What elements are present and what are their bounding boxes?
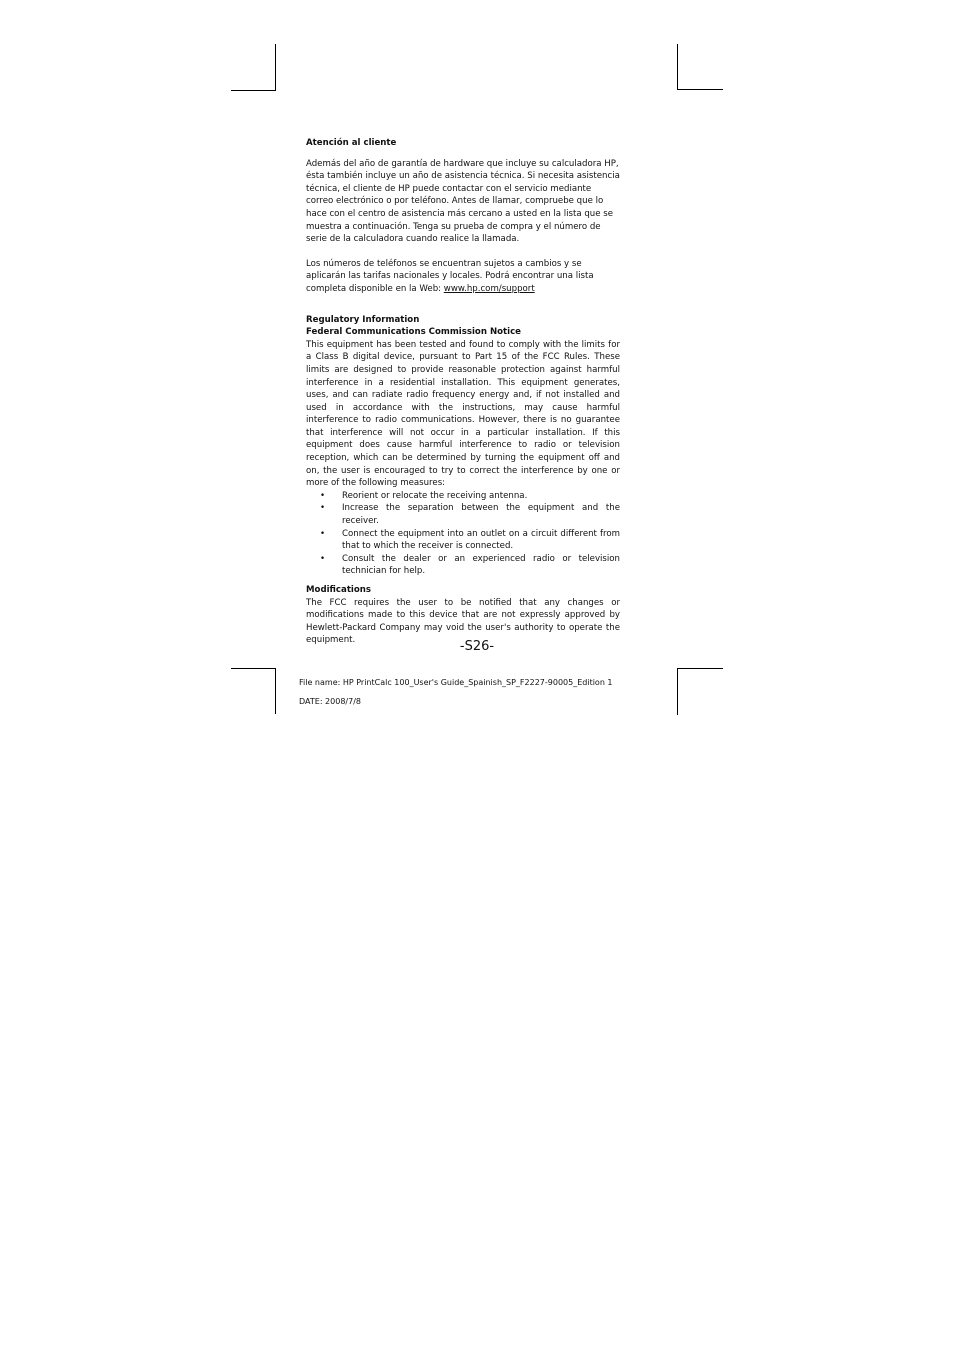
crop-mark-bottom-right-vertical [677,668,678,715]
customer-service-heading: Atención al cliente [306,138,397,148]
customer-service-paragraph-2 [306,258,620,296]
modifications-paragraph: The FCC requires the user to be notified that any changes or modifications made to this device that are not expressly approved by Hewlett-Packard Company may void the user's authority to operate the equipment. [306,597,620,646]
bullet-symbol: • [320,528,326,539]
crop-mark-bottom-left-vertical [275,668,276,714]
fcc-notice-heading: Federal Communications Commission Notice [306,327,522,338]
bullet-symbol: • [320,503,326,514]
crop-mark-top-right-horizontal [677,89,723,90]
page-content [306,137,620,647]
list-item [306,528,620,553]
crop-mark-top-left-horizontal [231,90,276,91]
fcc-notice-paragraph: This equipment has been tested and found to comply with the limits for a Class B digital device, pursuant to Part 15 of the FCC Rules. These limits are designed to provide reasonable protection against harmful interference in a residential installation. This equipment generates, uses, and can radiate radio frequency energy and, if not installed and used in accordance with the instructions, may cause harmful interference to radio communications. However, there is no guarantee that interference will not occur in a particular installation. If this equipment does cause harmful interference to radio or television reception, which can be determined by turning the equipment off and on, the user is encouraged to try to correct the interference by one or more of the following measures: [306,339,620,489]
customer-service-paragraph-1: Además del año de garantía de hardware que incluye su calculadora HP, ésta también incluye un año de asistencia técnica. Si necesita asistencia técnica, el cliente de HP puede contactar con el servicio mediante correo electrónico o por teléfono. Antes de llamar, compruebe que lo hace con el centro de asistencia más cercano a usted en la lista que se muestra a continuación. Tenga su prueba de compra y el número de serie de la calculadora cuando realice la llamada. [306,158,620,245]
measure-text: Reorient or relocate the receiving antenna. [342,490,528,501]
bullet-symbol: • [320,490,326,501]
hp-support-link[interactable]: www.hp.com/support [443,283,535,294]
list-item [306,490,620,503]
measure-text: Connect the equipment into an outlet on a circuit different from that to which the receiver is connected. [342,528,620,552]
footer-date: DATE: 2008/7/8 [299,697,361,706]
list-item [306,553,620,578]
customer-service-paragraph-2-text: Los números de teléfonos se encuentran sujetos a cambios y se aplicarán las tarifas nacionales y locales. Podrá encontrar una lista completa disponible en la Web: [306,258,594,294]
footer-file-name: File name: HP PrintCalc 100_User's Guide_Spainish_SP_F2227-90005_Edition 1 [299,678,613,687]
page-number: -S26- [459,639,495,654]
list-item [306,502,620,527]
fcc-measures-list [306,490,620,578]
measure-text: Increase the separation between the equipment and the receiver. [342,503,620,527]
crop-mark-bottom-left-horizontal [231,668,276,669]
bullet-symbol: • [320,553,326,564]
crop-mark-top-right-vertical [677,44,678,90]
regulatory-heading: Regulatory Information [306,314,420,325]
crop-mark-bottom-right-horizontal [677,668,723,669]
measure-text: Consult the dealer or an experienced radio or television technician for help. [342,553,620,577]
crop-mark-top-left-vertical [275,44,276,91]
modifications-heading: Modifications [306,585,372,595]
